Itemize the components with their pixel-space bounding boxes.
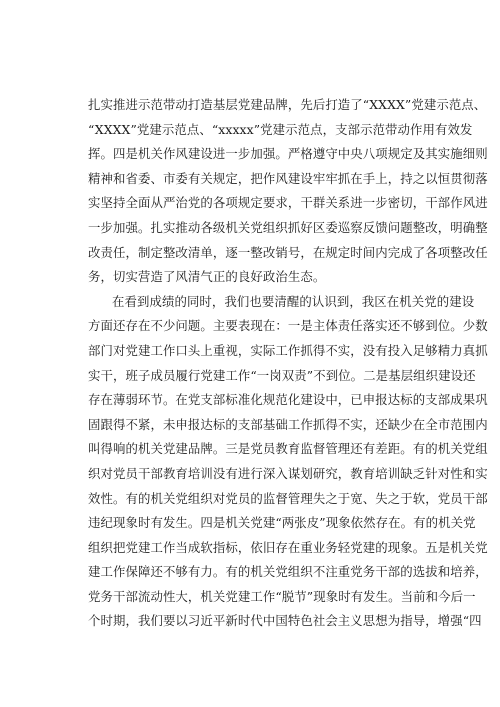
text-line: 方面还存在不少问题。主要表现在：一是主体责任落实还不够到位。少数	[88, 318, 488, 334]
text-line: 叫得响的机关党建品牌。三是党员教育监督管理还有差距。有的机关党组	[88, 441, 488, 457]
text-line: 精神和省委、市委有关规定，把作风建设牢牢抓在手上，持之以恒贯彻落	[88, 170, 488, 186]
text-line: 党务干部流动性大，机关党建工作“脱节”现象时有发生。当前和今后一	[88, 588, 476, 604]
text-line: 违纪现象时有发生。四是机关党建“两张皮”现象依然存在。有的机关党	[88, 515, 476, 531]
text-line: 效性。有的机关党组织对党员的监督管理失之于宽、失之于软，党员干部	[88, 490, 488, 506]
text-line: 一步加强。扎实推动各级机关党组织抓好区委巡察反馈问题整改，明确整	[88, 219, 488, 235]
text-line: 建工作保障还不够有力。有的机关党组织不注重党务干部的选拔和培养，	[88, 564, 488, 580]
text-line: 扎实推进示范带动打造基层党建品牌，先后打造了“XXXX”党建示范点、	[88, 97, 487, 112]
text-line: 实坚持全面从严治党的各项规定要求，干群关系进一步密切，干部作风进	[88, 195, 488, 211]
text-line: “XXXX”党建示范点、“xxxxx”党建示范点，支部示范带动作用有效发	[88, 121, 473, 137]
text-line: 在看到成绩的同时，我们也要清醒的认识到，我区在机关党的建设	[112, 293, 475, 309]
text-line: 存在薄弱环节。在党支部标准化规范化建设中，已申报达标的支部成果巩	[88, 392, 488, 408]
paragraph-1	[88, 93, 488, 290]
document-body	[88, 93, 488, 634]
text-line: 务，切实营造了风清气正的良好政治生态。	[88, 269, 326, 285]
text-line: 织对党员干部教育培训没有进行深入谋划研究，教育培训缺乏针对性和实	[88, 465, 488, 481]
paragraph-2	[88, 290, 488, 634]
text-line: 固跟得不紧，未申报达标的支部基础工作抓得不实，还缺少在全市范围内	[88, 416, 488, 432]
text-line: 个时期，我们要以习近平新时代中国特色社会主义思想为指导，增强“四	[88, 613, 482, 629]
text-line: 改责任，制定整改清单，逐一整改销号，在规定时间内完成了各项整改任	[88, 244, 488, 260]
text-line: 挥。四是机关作风建设进一步加强。严格遵守中央八项规定及其实施细则	[88, 146, 488, 162]
text-line: 部门对党建工作口头上重视，实际工作抓得不实，没有投入足够精力真抓	[88, 342, 488, 358]
text-line: 组织把党建工作当成软指标，依旧存在重业务轻党建的现象。五是机关党	[88, 539, 488, 555]
text-line: 实干，班子成员履行党建工作“一岗双责”不到位。二是基层组织建设还	[88, 367, 476, 383]
